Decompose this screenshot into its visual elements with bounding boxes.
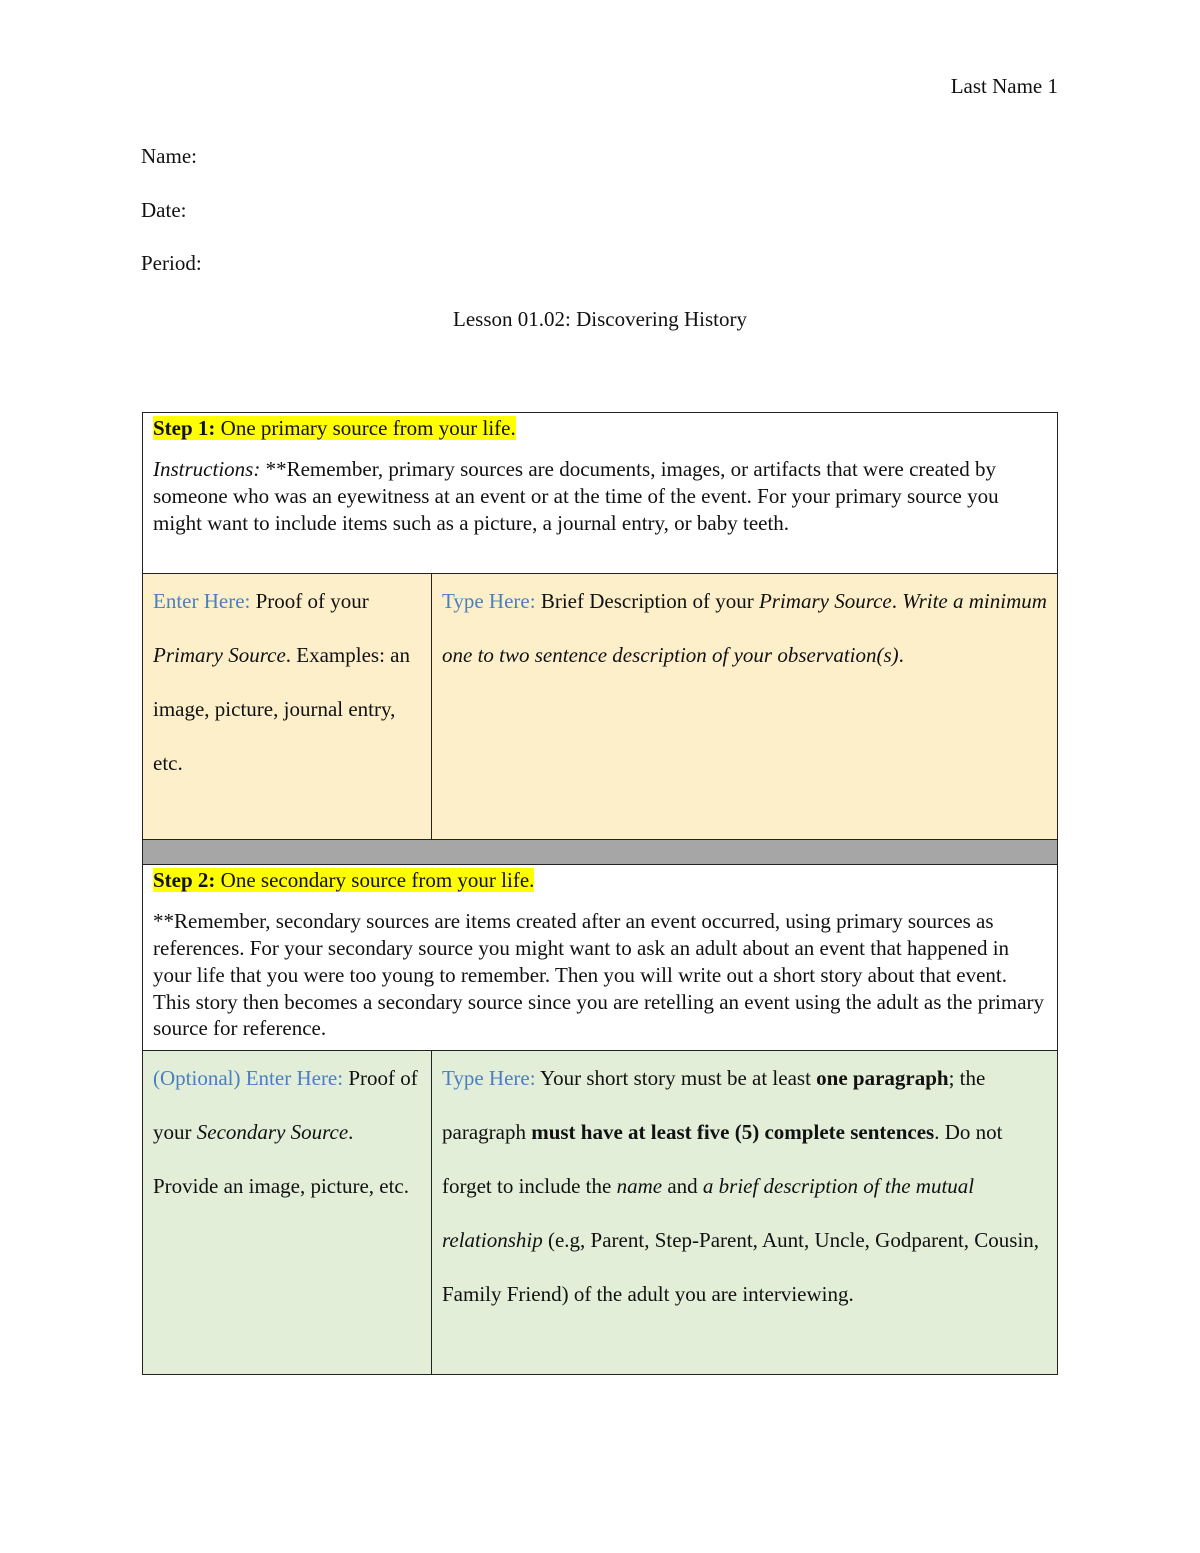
step2-entry-row xyxy=(143,1051,1058,1375)
step1-heading xyxy=(153,415,1047,442)
step2-enter-prompt: (Optional) Enter Here: xyxy=(153,1066,344,1090)
step2-proof-cell[interactable] xyxy=(143,1051,432,1375)
step2-highlight xyxy=(153,868,534,892)
step2-right-text-c: . Do not forget to include the xyxy=(442,1120,1003,1198)
step2-right-text-a: Your short story must be at least xyxy=(535,1066,817,1090)
step1-heading-text: One primary source from your life. xyxy=(215,416,516,440)
step1-left-text-b: . Examples: an image, picture, journal entry, etc. xyxy=(153,643,410,775)
step1-right-text-a: Brief Description of your xyxy=(535,589,759,613)
step2-left-text-a: Proof of your xyxy=(153,1066,418,1144)
section-divider-row xyxy=(143,840,1058,865)
worksheet-table xyxy=(142,412,1058,1375)
name-field-label: Name: xyxy=(141,144,197,168)
lesson-title: Lesson 01.02: Discovering History xyxy=(453,307,747,331)
step1-highlight xyxy=(153,416,516,440)
step1-type-prompt: Type Here: xyxy=(442,589,536,613)
step2-left-text-italic: Secondary Source xyxy=(196,1120,349,1144)
step1-instructions-cell xyxy=(143,413,1058,574)
step2-right-italic-a: name xyxy=(616,1174,663,1198)
step1-enter-prompt: Enter Here: xyxy=(153,589,251,613)
step1-right-text-c: . xyxy=(898,643,904,667)
step2-label: Step 2: xyxy=(153,868,216,892)
step1-proof-cell[interactable] xyxy=(143,574,432,840)
step1-instructions-row xyxy=(143,413,1058,574)
step1-label: Step 1: xyxy=(153,416,216,440)
date-field-label: Date: xyxy=(141,198,187,222)
step1-left-text-a: Proof of your xyxy=(250,589,369,613)
step1-entry-row xyxy=(143,574,1058,840)
step1-description-cell[interactable] xyxy=(432,574,1058,840)
step2-type-prompt: Type Here: xyxy=(442,1066,536,1090)
step1-instructions-text: **Remember, primary sources are documents, images, or artifacts that were created by someone who was an eyewitness at an event or at the time of the event. For your primary source you might want to include items such as a picture, a journal entry, or baby teeth. xyxy=(153,456,999,535)
period-field-label: Period: xyxy=(141,251,202,275)
step1-right-italic-b: Write a minimum one to two sentence description of your observation(s) xyxy=(442,589,1047,667)
step2-right-text-d: and xyxy=(662,1174,703,1198)
step1-right-text-b: . xyxy=(891,589,903,613)
step2-left-text-b: . Provide an image, picture, etc. xyxy=(153,1120,409,1198)
step2-heading-text: One secondary source from your life. xyxy=(215,868,535,892)
step1-instructions-label: Instructions: xyxy=(153,456,261,481)
step1-right-italic-a: Primary Source xyxy=(758,589,892,613)
step2-right-italic-b: a brief description of the mutual relationship xyxy=(442,1174,975,1252)
step2-right-bold-a: one paragraph xyxy=(816,1066,949,1090)
section-divider xyxy=(143,840,1058,865)
step1-instructions xyxy=(153,456,1047,537)
step2-right-text-e: (e.g, Parent, Step-Parent, Aunt, Uncle, Godparent, Cousin, Family Friend) of the adult you are interviewing. xyxy=(442,1228,1040,1306)
step2-instructions-cell xyxy=(143,865,1058,1051)
step2-instructions: **Remember, secondary sources are items created after an event occurred, using primary sources as references. For your secondary source you might want to ask an adult about an event that happened in your life that you were too young to remember. Then you will write out a short story about that event. This story then becomes a secondary source since you are retelling an event using the adult as the primary source for reference. xyxy=(153,908,1045,1041)
step2-heading xyxy=(153,867,1047,894)
step1-left-text-italic: Primary Source xyxy=(153,643,286,667)
step2-story-cell[interactable] xyxy=(432,1051,1058,1375)
step2-right-bold-b: must have at least five (5) complete sentences xyxy=(531,1120,935,1144)
step2-instructions-row xyxy=(143,865,1058,1051)
page-header-last-name: Last Name 1 xyxy=(950,74,1058,98)
step2-right-text-b: ; the paragraph xyxy=(442,1066,986,1144)
